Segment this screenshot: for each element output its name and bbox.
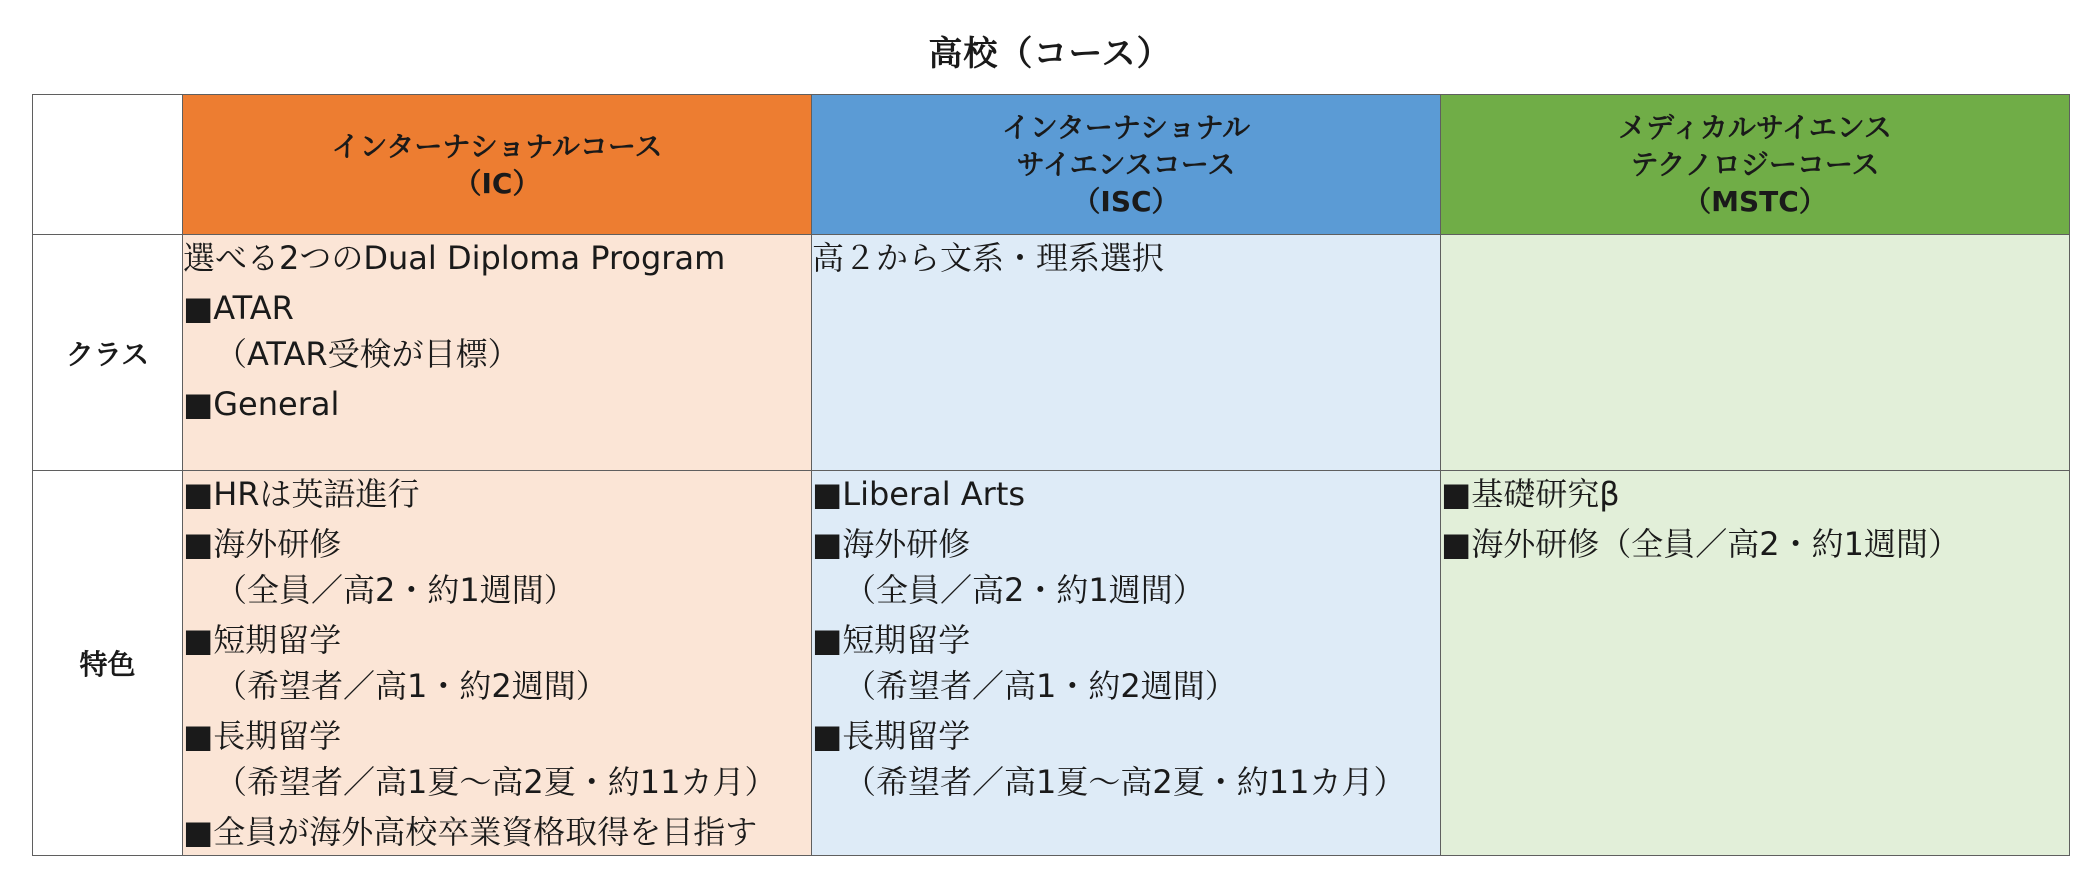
class-ic-line: ■General <box>183 385 340 423</box>
header-ic-line: （IC） <box>453 166 541 200</box>
features-ic-cell <box>183 471 812 856</box>
features-row <box>33 471 2070 856</box>
row-label-class: クラス <box>33 235 183 471</box>
class-mstc-cell <box>1441 235 2070 471</box>
header-row <box>33 95 2070 235</box>
features-ic-line: ■HRは英語進行 <box>183 475 420 513</box>
features-isc-line: （全員／高2・約1週間） <box>844 571 1205 609</box>
features-isc-line: （希望者／高1夏～高2夏・約11カ月） <box>844 763 1406 801</box>
features-isc-cell <box>812 471 1441 856</box>
features-isc-line: ■海外研修 <box>812 525 971 563</box>
features-ic-line: ■短期留学 <box>183 621 342 659</box>
features-ic-line: （全員／高2・約1週間） <box>215 571 576 609</box>
features-mstc-line: ■基礎研究β <box>1441 475 1620 513</box>
features-ic-line: ■全員が海外高校卒業資格取得を目指す <box>183 813 758 851</box>
class-ic-line: 選べる2つのDual Diploma Program <box>183 239 726 277</box>
features-isc-line: ■短期留学 <box>812 621 971 659</box>
page-title: 高校（コース） <box>928 34 1172 74</box>
row-label-features: 特色 <box>33 471 183 856</box>
features-isc-line: ■Liberal Arts <box>812 475 1026 513</box>
class-ic-line: ■ATAR <box>183 289 294 327</box>
features-ic-line: （希望者／高1夏～高2夏・約11カ月） <box>215 763 777 801</box>
class-isc-cell <box>812 235 1441 471</box>
header-ic <box>183 95 812 235</box>
corner-cell <box>33 95 183 235</box>
class-isc-line: 高２から文系・理系選択 <box>812 239 1165 277</box>
header-isc-line: インターナショナル <box>1001 111 1251 144</box>
header-mstc-line: メディカルサイエンス <box>1618 111 1892 144</box>
header-isc-line: （ISC） <box>1072 185 1180 218</box>
header-ic-line: インターナショナルコース <box>331 129 663 163</box>
course-table <box>32 94 2070 856</box>
header-mstc <box>1441 95 2070 235</box>
header-isc <box>812 95 1441 235</box>
features-ic-line: ■海外研修 <box>183 525 342 563</box>
header-mstc-line: （MSTC） <box>1683 185 1827 218</box>
features-ic-line: （希望者／高1・約2週間） <box>215 667 608 705</box>
features-ic-line: ■長期留学 <box>183 717 342 755</box>
header-mstc-line: テクノロジーコース <box>1630 148 1880 181</box>
features-isc-line: （希望者／高1・約2週間） <box>844 667 1237 705</box>
features-mstc-cell <box>1441 471 2070 856</box>
class-ic-line: （ATAR受検が目標） <box>215 335 520 373</box>
features-mstc-line: ■海外研修（全員／高2・約1週間） <box>1441 525 1960 563</box>
features-isc-line: ■長期留学 <box>812 717 971 755</box>
header-isc-line: サイエンスコース <box>1016 148 1236 181</box>
class-ic-cell <box>183 235 812 471</box>
class-row <box>33 235 2070 471</box>
